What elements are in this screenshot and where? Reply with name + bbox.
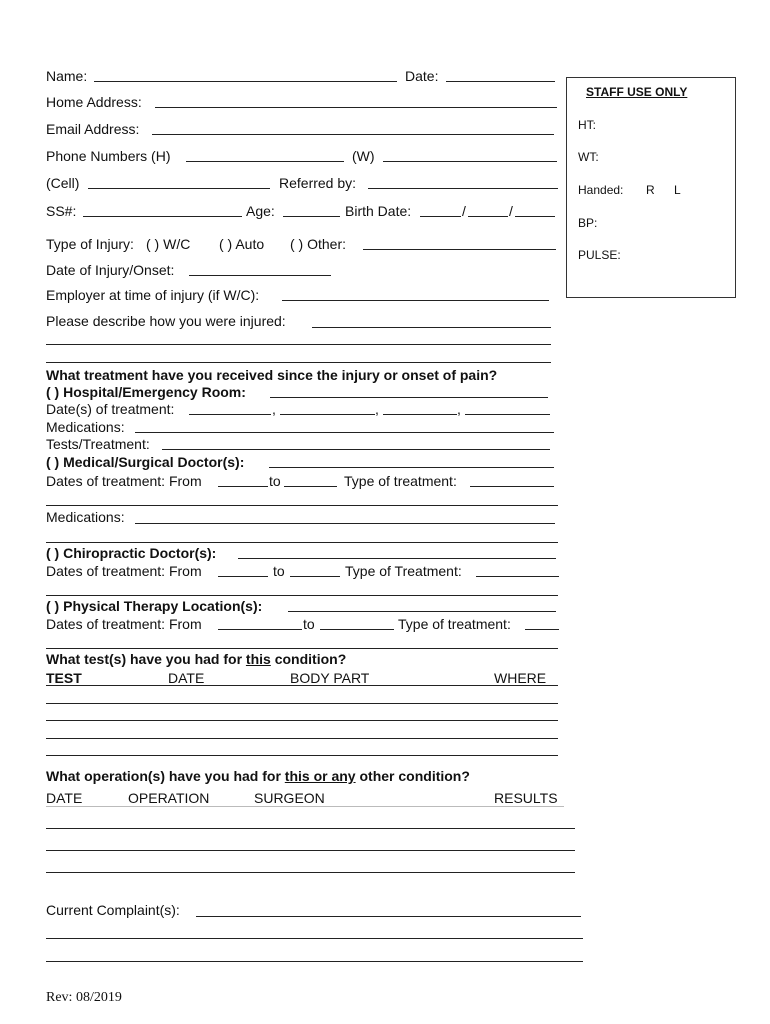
tests-col-where: WHERE <box>494 670 547 686</box>
tests-col-date: DATE <box>168 670 205 686</box>
chiro-dates-from-label: Dates of treatment: From <box>46 563 202 579</box>
email-field[interactable] <box>152 134 554 135</box>
birth-label: Birth Date: <box>345 203 412 219</box>
onset-field[interactable] <box>189 275 331 276</box>
pt-to-label: to <box>303 616 315 632</box>
ss-label: SS#: <box>46 203 77 219</box>
birth-sep-1: / <box>462 203 466 219</box>
describe-line[interactable] <box>46 344 551 345</box>
comma: , <box>375 401 379 417</box>
onset-label: Date of Injury/Onset: <box>46 262 175 278</box>
operations-col-surgeon: SURGEON <box>254 790 325 806</box>
pt-dates-from-label: Dates of treatment: From <box>46 616 202 632</box>
employer-label: Employer at time of injury (if W/C): <box>46 287 260 303</box>
doctor-type-field[interactable] <box>470 486 554 487</box>
staff-handed-label: Handed: <box>578 183 624 197</box>
chiro-checkbox[interactable]: ( ) Chiropractic Doctor(s): <box>46 545 217 561</box>
tests-treatment-field[interactable] <box>162 449 550 450</box>
auto-checkbox[interactable]: ( ) Auto <box>219 236 265 252</box>
chiro-type-label: Type of Treatment: <box>345 563 462 579</box>
tests-header-line <box>46 685 558 686</box>
tests-row-line[interactable] <box>46 738 558 739</box>
phone-w-field[interactable] <box>383 161 557 162</box>
describe-line[interactable] <box>46 362 551 363</box>
employer-field[interactable] <box>282 300 549 301</box>
name-label: Name: <box>46 68 88 84</box>
medications-label: Medications: <box>46 419 125 435</box>
doctor-type-label: Type of treatment: <box>344 473 457 489</box>
operations-row-line[interactable] <box>46 872 575 873</box>
describe-label: Please describe how you were injured: <box>46 313 286 329</box>
chiro-type-field[interactable] <box>476 576 559 577</box>
birth-day-field[interactable] <box>468 216 508 217</box>
treatment-date-field-3[interactable] <box>383 414 457 415</box>
type-of-injury-label: Type of Injury: <box>46 236 134 252</box>
home-address-label: Home Address: <box>46 94 142 110</box>
staff-title: STAFF USE ONLY <box>586 85 688 99</box>
staff-use-box <box>566 77 736 298</box>
medications2-field[interactable] <box>135 523 555 524</box>
operations-col-results: RESULTS <box>494 790 558 806</box>
birth-month-field[interactable] <box>420 216 461 217</box>
describe-field[interactable] <box>312 327 551 328</box>
doctor-checkbox[interactable]: ( ) Medical/Surgical Doctor(s): <box>46 454 245 470</box>
date-field[interactable] <box>446 81 555 82</box>
phone-w-label: (W) <box>352 148 375 164</box>
email-label: Email Address: <box>46 121 140 137</box>
operations-row-line[interactable] <box>46 828 575 829</box>
birth-year-field[interactable] <box>515 216 555 217</box>
doctor-to-field[interactable] <box>284 486 337 487</box>
chiro-to-label: to <box>273 563 285 579</box>
pt-from-field[interactable] <box>218 629 302 630</box>
tests-col-body-part: BODY PART <box>290 670 370 686</box>
chiro-to-field[interactable] <box>290 576 340 577</box>
staff-wt-label: WT: <box>578 150 599 164</box>
chiro-from-field[interactable] <box>218 576 268 577</box>
complaints-field[interactable] <box>196 916 581 917</box>
operations-header-line <box>46 806 564 807</box>
pt-field[interactable] <box>288 611 556 612</box>
date-label: Date: <box>405 68 439 84</box>
pt-extra-line[interactable] <box>46 648 558 649</box>
pt-checkbox[interactable]: ( ) Physical Therapy Location(s): <box>46 598 263 614</box>
doctor-dates-from-label: Dates of treatment: From <box>46 473 202 489</box>
doctor-to-label: to <box>269 473 281 489</box>
ss-field[interactable] <box>83 216 242 217</box>
doctor-field[interactable] <box>269 467 554 468</box>
referred-field[interactable] <box>368 188 558 189</box>
comma: , <box>457 401 461 417</box>
wc-checkbox[interactable]: ( ) W/C <box>146 236 191 252</box>
cell-label: (Cell) <box>46 175 80 191</box>
doctor-from-field[interactable] <box>218 486 268 487</box>
tests-col-test: TEST <box>46 670 82 686</box>
staff-bp-label: BP: <box>578 216 598 230</box>
operations-col-date: DATE <box>46 790 83 806</box>
medications-field[interactable] <box>135 432 554 433</box>
dates-of-treatment-label: Date(s) of treatment: <box>46 401 175 417</box>
complaints-line[interactable] <box>46 961 583 962</box>
hospital-checkbox[interactable]: ( ) Hospital/Emergency Room: <box>46 384 246 400</box>
doctor-extra-line[interactable] <box>46 505 558 506</box>
staff-handed-l[interactable]: L <box>674 183 681 197</box>
revision-date: Rev: 08/2019 <box>46 990 122 1005</box>
pt-type-field[interactable] <box>525 629 559 630</box>
referred-label: Referred by: <box>279 175 357 191</box>
tests-treatment-label: Tests/Treatment: <box>46 436 150 452</box>
chiro-extra-line[interactable] <box>46 595 558 596</box>
operations-heading: What operation(s) have you had for this or any other condition? <box>46 768 470 784</box>
pt-type-label: Type of treatment: <box>398 616 511 632</box>
pt-to-field[interactable] <box>320 629 394 630</box>
hospital-field[interactable] <box>270 397 548 398</box>
tests-row-line[interactable] <box>46 720 558 721</box>
tests-row-line[interactable] <box>46 703 558 704</box>
comma: , <box>272 401 276 417</box>
staff-handed-r[interactable]: R <box>646 183 655 197</box>
treatment-date-field-2[interactable] <box>280 414 375 415</box>
treatment-date-field-1[interactable] <box>189 414 271 415</box>
other-field[interactable] <box>363 249 556 250</box>
staff-pulse-label: PULSE: <box>578 248 621 262</box>
cell-field[interactable] <box>88 188 270 189</box>
treatment-heading: What treatment have you received since the injury or onset of pain? <box>46 367 498 383</box>
complaints-line[interactable] <box>46 938 583 939</box>
phone-h-label: Phone Numbers (H) <box>46 148 171 164</box>
operations-col-operation: OPERATION <box>128 790 210 806</box>
age-field[interactable] <box>283 216 340 217</box>
chiro-field[interactable] <box>238 558 556 559</box>
home-address-field[interactable] <box>155 107 557 108</box>
staff-ht-label: HT: <box>578 118 596 132</box>
age-label: Age: <box>246 203 275 219</box>
medications2-extra-line[interactable] <box>46 542 558 543</box>
birth-sep-2: / <box>509 203 513 219</box>
name-field[interactable] <box>94 81 397 82</box>
tests-heading: What test(s) have you had for this condition? <box>46 651 347 667</box>
operations-row-line[interactable] <box>46 850 575 851</box>
medications2-label: Medications: <box>46 509 125 525</box>
other-checkbox[interactable]: ( ) Other: <box>290 236 347 252</box>
complaints-label: Current Complaint(s): <box>46 902 180 918</box>
phone-h-field[interactable] <box>186 161 344 162</box>
tests-row-line[interactable] <box>46 755 558 756</box>
treatment-date-field-4[interactable] <box>465 414 550 415</box>
